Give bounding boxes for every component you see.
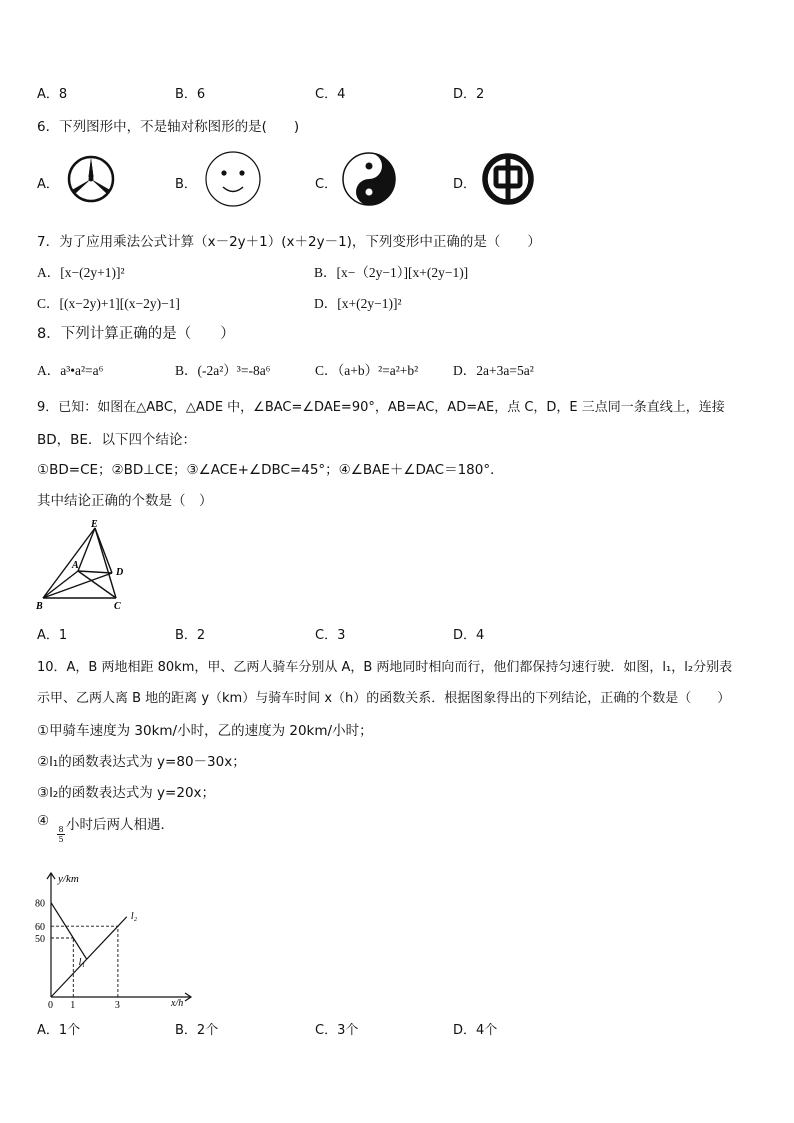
q5-option-b[interactable]: B．6	[175, 87, 206, 102]
series-label-l2: l₂	[130, 910, 138, 922]
q10-option-c[interactable]: C．3个	[315, 1023, 359, 1038]
q10-fraction	[57, 825, 65, 844]
q10-conclusion-2: ②l₁的函数表达式为 y=80－30x；	[37, 754, 246, 770]
q8-option-b[interactable]: B．(-2a²）³=-8a⁶	[175, 363, 271, 378]
q8-option-c[interactable]: C．（a+b）²=a²+b²	[315, 363, 419, 378]
label-b: B	[36, 601, 43, 610]
q6-option-b-label[interactable]: B．	[175, 177, 197, 192]
series-line-l2	[51, 917, 127, 997]
q10-conclusion-3: ③l₂的函数表达式为 y=20x；	[37, 785, 216, 801]
q9-option-a[interactable]: A．1	[37, 628, 68, 643]
q9-stem-line1: 9．已知：如图在△ABC，△ADE 中，∠BAC=∠DAE=90°，AB=AC，AD=AE，点 C，D，E 三点同一条直线上，连接	[37, 400, 725, 415]
x-tick-1: 1	[70, 1000, 76, 1008]
q6-option-c-label[interactable]: C．	[315, 177, 338, 192]
q6-option-a-label[interactable]: A．	[37, 177, 59, 192]
q6-stem: 6．下列图形中，不是轴对称图形的是( )	[37, 119, 300, 135]
fraction-denominator: 5	[58, 835, 64, 844]
q10-stem-line2: 示甲、乙两人离 B 地的距离 y（km）与骑车时间 x（h）的函数关系．根据图象得出的下列结论，正确的个数是（ ）	[37, 691, 731, 706]
q10-option-a[interactable]: A．1个	[37, 1023, 81, 1038]
q10-option-d[interactable]: D．4个	[453, 1023, 498, 1038]
q5-option-a[interactable]: A．8	[37, 87, 68, 102]
q10-conclusion-1: ①甲骑车速度为 30km/小时，乙的速度为 20km/小时；	[37, 723, 373, 739]
q9-option-b[interactable]: B．2	[175, 628, 206, 643]
q9-conclusions: ①BD=CE；②BD⊥CE；③∠ACE+∠DBC=45°；④∠BAE＋∠DAC＝180°．	[37, 462, 504, 478]
x-tick-3: 3	[114, 1000, 120, 1008]
series-label-l1: l₁	[78, 957, 85, 969]
q7-option-b[interactable]: B．[x−（2y−1）][x+(2y−1)]	[314, 265, 469, 280]
q10-stem-line1: 10．A，B 两地相距 80km，甲、乙两人骑车分别从 A，B 两地同时相向而行，他们都保持匀速行驶．如图，l₁，l₂分别表	[37, 660, 733, 675]
q6-option-d-label[interactable]: D．	[453, 177, 477, 192]
q10-conclusion-4-prefix: ④	[37, 813, 50, 829]
label-c: C	[114, 601, 121, 610]
q8-option-d[interactable]: D．2a+3a=5a²	[453, 363, 534, 378]
label-e: E	[91, 519, 98, 530]
q10-conclusion-4-suffix: 小时后两人相遇．	[66, 817, 174, 833]
y-tick-80: 80	[35, 898, 45, 910]
q7-option-a[interactable]: A．[x−(2y+1)]²	[37, 265, 125, 280]
bank-of-china-logo-icon[interactable]	[481, 152, 535, 206]
y-tick-50: 50	[35, 934, 45, 945]
x-axis-label: x/h	[171, 998, 184, 1008]
q9-question: 其中结论正确的个数是（ ）	[37, 493, 213, 509]
label-a: A	[72, 560, 79, 571]
q9-triangle-figure	[32, 518, 132, 610]
yin-yang-icon[interactable]	[341, 151, 397, 207]
q9-option-d[interactable]: D．4	[453, 628, 485, 643]
series-line-l1	[51, 903, 87, 960]
q10-option-b[interactable]: B．2个	[175, 1023, 219, 1038]
y-tick-60: 60	[35, 922, 45, 934]
q9-stem-line2: BD，BE．以下四个结论：	[37, 432, 196, 448]
q9-option-c[interactable]: C．3	[315, 628, 346, 643]
fraction-numerator: 8	[58, 825, 64, 834]
x-tick-0: 0	[48, 1000, 53, 1008]
y-axis-label: y/km	[58, 873, 79, 885]
q7-stem: 7．为了应用乘法公式计算（x－2y＋1）(x＋2y－1)，下列变形中正确的是（ ）	[37, 234, 541, 250]
label-d: D	[116, 567, 124, 578]
q7-option-c[interactable]: C．[(x−2y)+1][(x−2y)−1]	[37, 296, 180, 311]
q10-distance-time-chart	[30, 868, 200, 1008]
q7-option-d[interactable]: D．[x+(2y−1)]²	[314, 296, 402, 311]
q8-stem: 8．下列计算正确的是（ ）	[37, 326, 235, 342]
smiley-face-icon[interactable]	[204, 150, 262, 208]
mercedes-logo-icon[interactable]	[66, 154, 116, 204]
q5-option-c[interactable]: C．4	[315, 87, 346, 102]
q8-option-a[interactable]: A．a³•a²=a⁶	[37, 363, 104, 378]
q5-option-d[interactable]: D．2	[453, 87, 485, 102]
